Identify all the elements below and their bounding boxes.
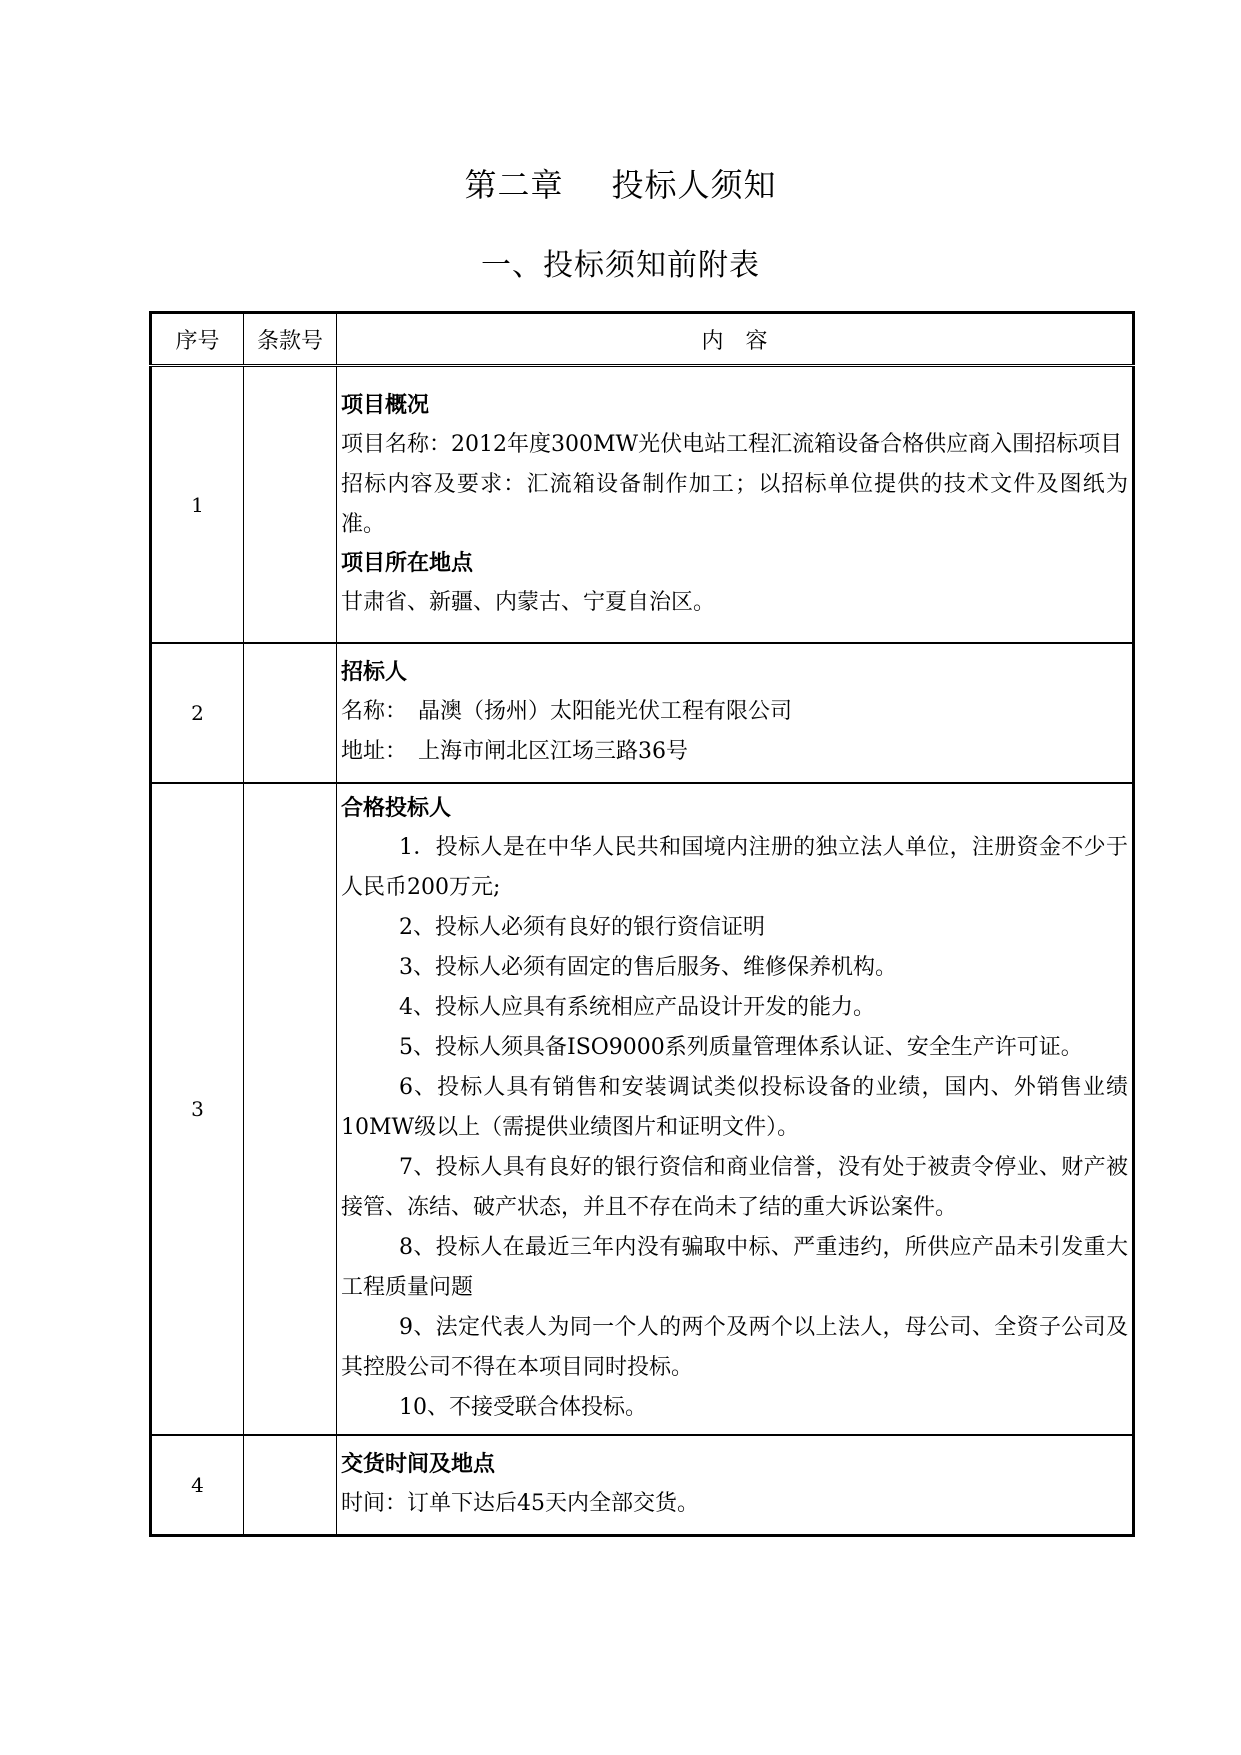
content-paragraph: 项目名称：2012年度300MW光伏电站工程汇流箱设备合格供应商入围招标项目 bbox=[341, 431, 1123, 457]
chapter-title bbox=[0, 160, 1241, 206]
row-clause bbox=[244, 783, 337, 1435]
row-clause bbox=[244, 1435, 337, 1536]
content-paragraph: 甘肃省、新疆、内蒙古、宁夏自治区。 bbox=[341, 589, 716, 615]
row-content bbox=[337, 643, 1134, 783]
content-list-item: 4、投标人应具有系统相应产品设计开发的能力。 bbox=[399, 995, 875, 1020]
header-clause: 条款号 bbox=[244, 313, 337, 366]
bid-notice-table bbox=[149, 311, 1135, 1537]
header-content: 内 容 bbox=[337, 313, 1134, 366]
table-row bbox=[151, 643, 1134, 783]
content-list-item: 7、投标人具有良好的银行资信和商业信誉，没有处于被责令停业、财产被接管、冻结、破产状态，并且不存在尚未了结的重大诉讼案件。 bbox=[341, 1155, 1128, 1220]
content-list-item: 10、不接受联合体投标。 bbox=[399, 1395, 647, 1420]
table-row bbox=[151, 1435, 1134, 1536]
content-paragraph: 地址： 上海市闸北区江场三路36号 bbox=[341, 739, 688, 764]
row-content bbox=[337, 1435, 1134, 1536]
content-list-item: 1．投标人是在中华人民共和国境内注册的独立法人单位，注册资金不少于人民币200万元; bbox=[341, 835, 1128, 900]
content-list-item: 6、投标人具有销售和安装调试类似投标设备的业绩，国内、外销售业绩10MW级以上（需提供业绩图片和证明文件）。 bbox=[341, 1075, 1128, 1140]
content-heading: 项目概况 bbox=[341, 392, 430, 418]
content-heading: 交货时间及地点 bbox=[341, 1452, 496, 1477]
content-heading: 合格投标人 bbox=[341, 796, 452, 821]
row-clause bbox=[244, 643, 337, 783]
content-heading: 招标人 bbox=[341, 660, 408, 685]
header-index: 序号 bbox=[151, 313, 244, 366]
row-index: 3 bbox=[151, 783, 244, 1435]
content-paragraph: 时间：订单下达后45天内全部交货。 bbox=[341, 1491, 699, 1516]
content-paragraph: 名称： 晶澳（扬州）太阳能光伏工程有限公司 bbox=[341, 699, 793, 724]
content-paragraph: 招标内容及要求：汇流箱设备制作加工；以招标单位提供的技术文件及图纸为准。 bbox=[341, 471, 1128, 537]
content-list-item: 2、投标人必须有良好的银行资信证明 bbox=[399, 915, 765, 940]
table-row bbox=[151, 783, 1134, 1435]
content-list-item: 3、投标人必须有固定的售后服务、维修保养机构。 bbox=[399, 955, 897, 980]
content-list-item: 9、法定代表人为同一个人的两个及两个以上法人，母公司、全资子公司及其控股公司不得在本项目同时投标。 bbox=[341, 1315, 1128, 1380]
table-row bbox=[151, 366, 1134, 644]
row-index: 4 bbox=[151, 1435, 244, 1536]
row-index: 2 bbox=[151, 643, 244, 783]
table-header-row bbox=[151, 313, 1134, 366]
content-list-item: 8、投标人在最近三年内没有骗取中标、严重违约，所供应产品未引发重大工程质量问题 bbox=[341, 1235, 1128, 1300]
row-content bbox=[337, 783, 1134, 1435]
content-list-item: 5、投标人须具备ISO9000系列质量管理体系认证、安全生产许可证。 bbox=[399, 1035, 1083, 1060]
chapter-name: 投标人须知 bbox=[611, 166, 777, 204]
chapter-number: 第二章 bbox=[464, 166, 564, 204]
content-heading: 项目所在地点 bbox=[341, 550, 474, 576]
row-clause bbox=[244, 366, 337, 644]
row-content bbox=[337, 366, 1134, 644]
section-title: 一、投标须知前附表 bbox=[481, 248, 760, 283]
row-index: 1 bbox=[151, 366, 244, 644]
